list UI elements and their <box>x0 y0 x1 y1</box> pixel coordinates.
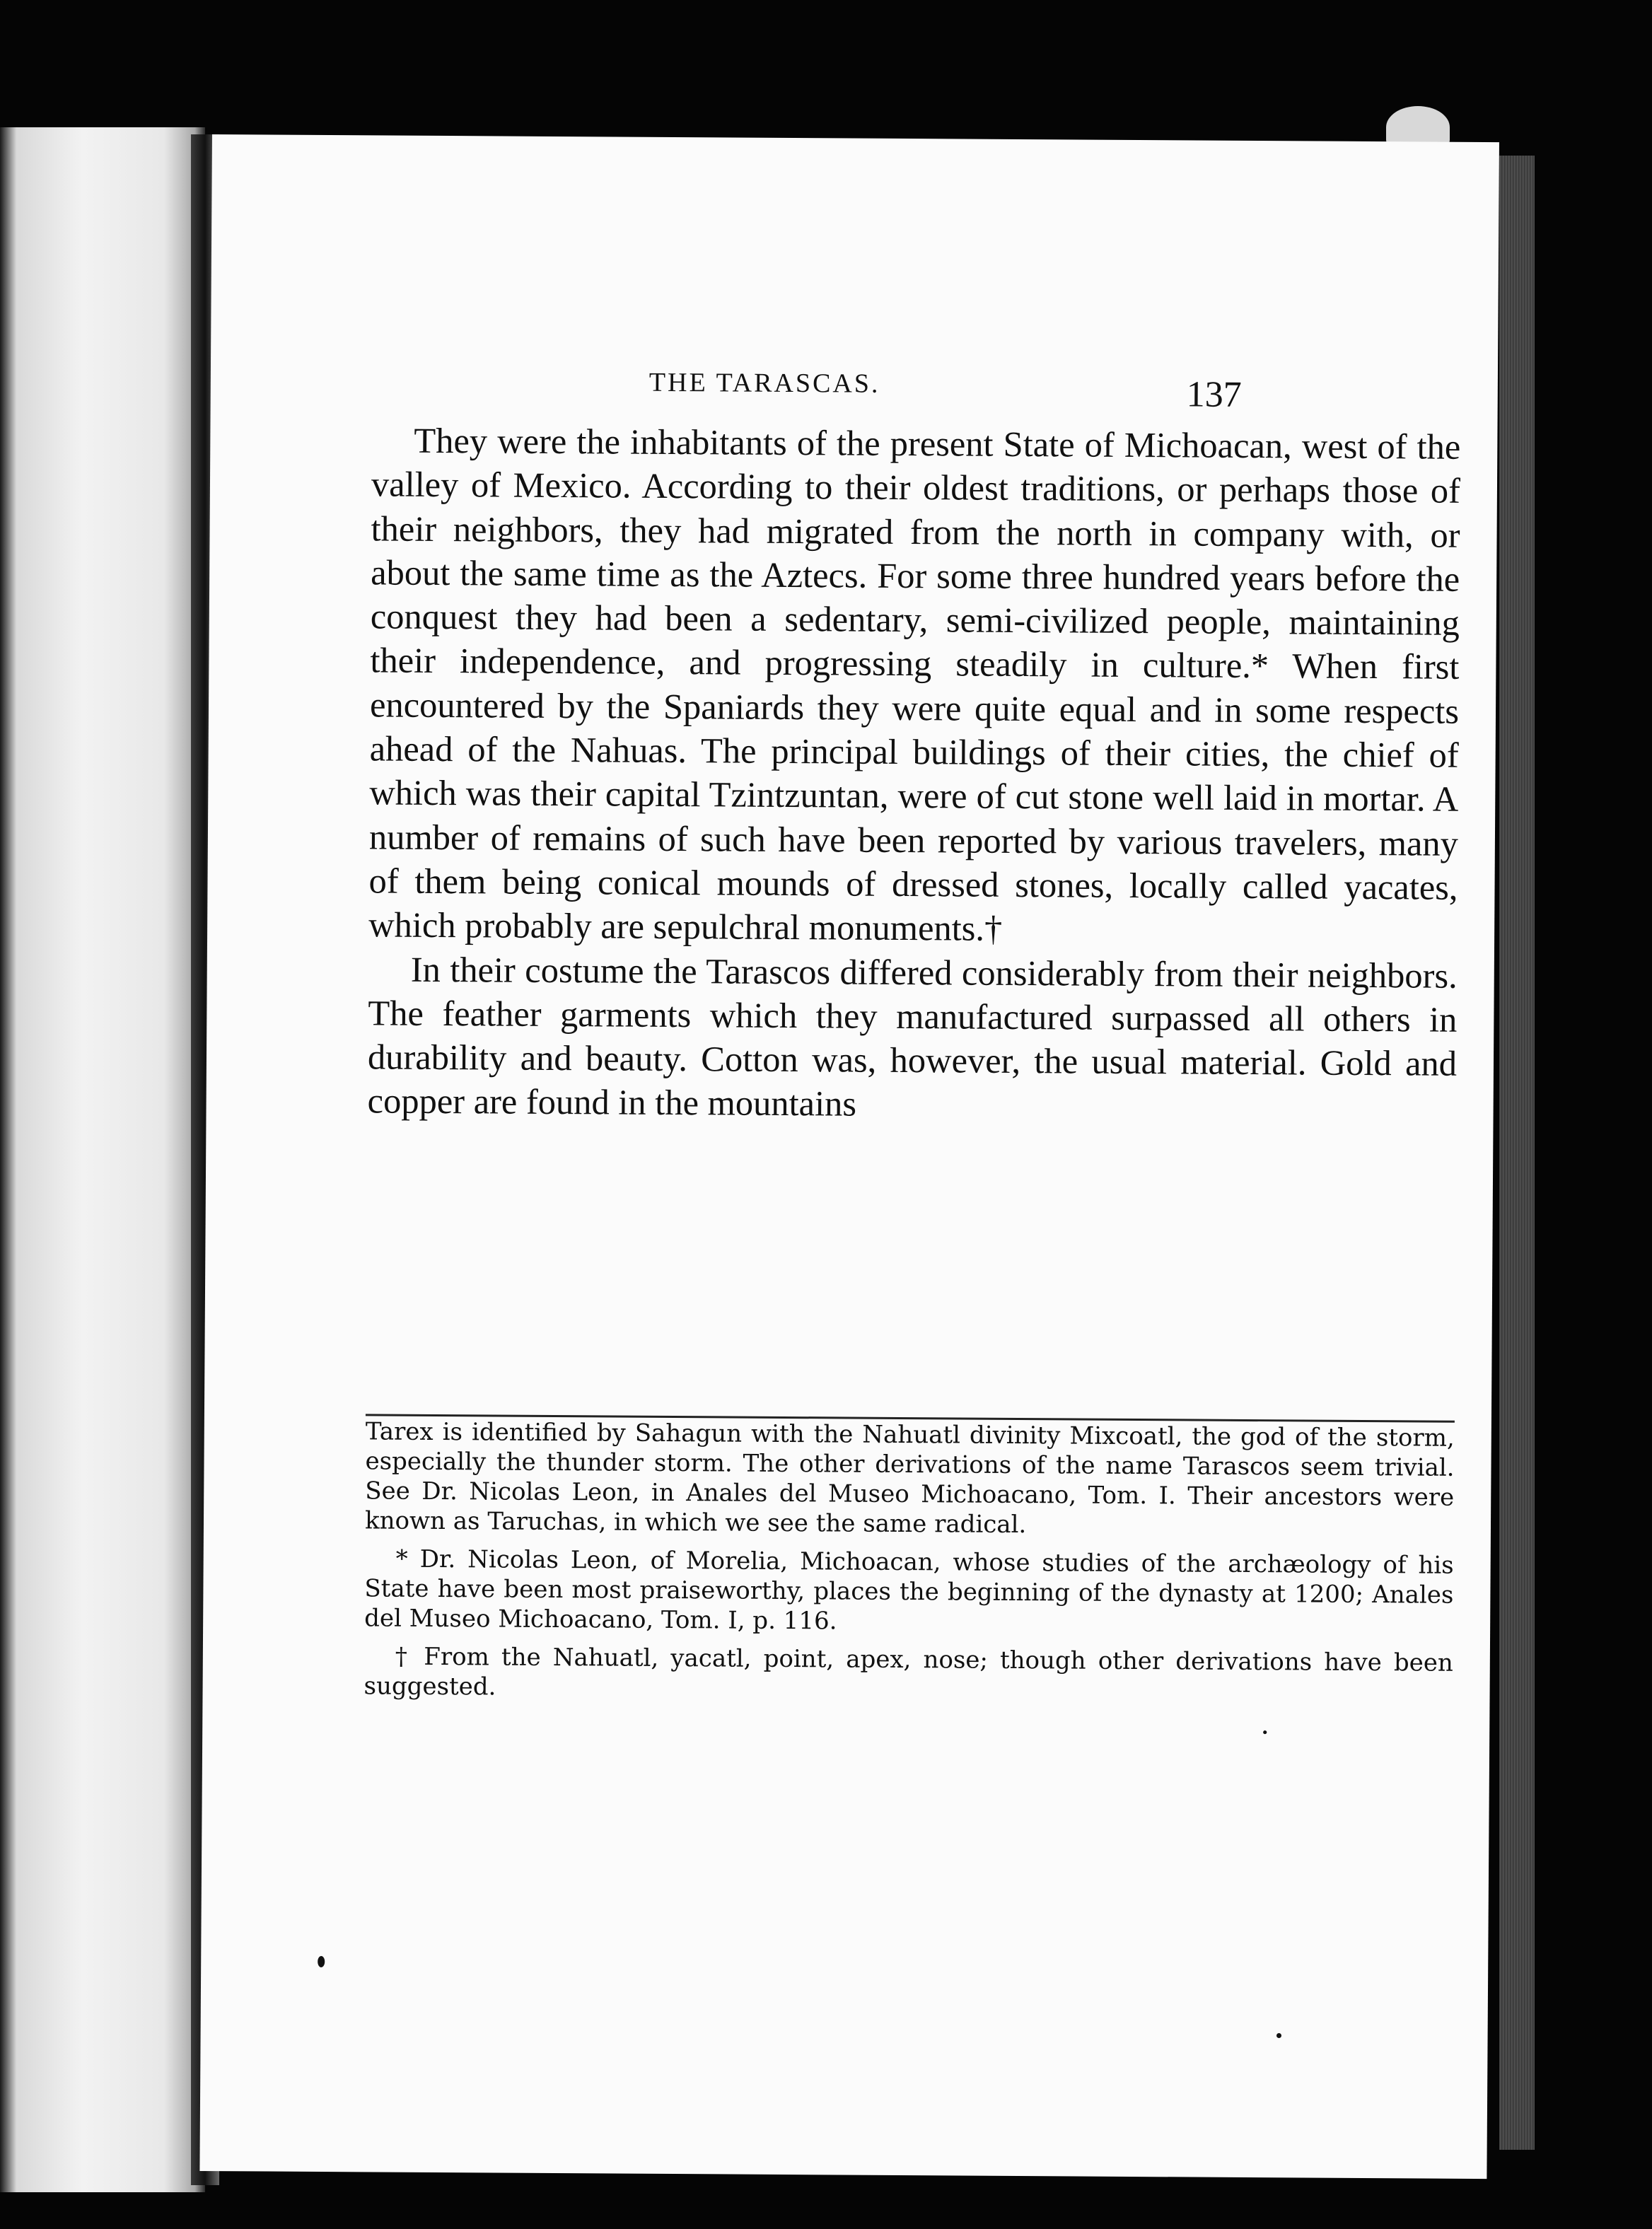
paragraph: They were the inhabitants of the present State of Michoacan, west of the valley of Mexico. According to their oldest traditions, or perhaps those of their neighbors, they had migrated from the north in company with, or about the same time as the Aztecs. For some three hundred years before the conquest they had been a sedentary, semi-civilized people, maintaining their independence, and progressing steadily in culture.* When first encountered by the Spaniards they were quite equal and in some respects ahead of the Nahuas. The principal buildings of their cities, the chief of which was their capital Tzintzuntan, were of cut stone well laid in mortar. A number of remains of such have been reported by various travelers, many of them being conical mounds of dressed stones, locally called yacates, which probably are sepulchral monuments.† <box>368 420 1461 949</box>
footnote: * Dr. Nicolas Leon, of Morelia, Michoacan, whose studies of the archæology of his State have been most praiseworthy, places the beginning of the dynasty at 1200; Anales del Museo Michoacano, Tom. I, p. 116. <box>364 1544 1454 1636</box>
footnote: † From the Nahuatl, yacatl, point, apex, nose; though other derivations have been suggested. <box>363 1642 1453 1701</box>
facing-page-edge <box>0 127 205 2192</box>
ink-speck <box>318 1956 325 1967</box>
book-page <box>199 134 1499 2179</box>
page-number: 137 <box>1186 374 1242 415</box>
running-head: THE TARASCAS. <box>648 367 880 399</box>
body-text <box>367 418 1460 1129</box>
footnote: Tarex is identified by Sahagun with the Nahuatl divinity Mixcoatl, the god of the storm, especially the thunder storm. The other derivations of the name Tarascos seem trivial. See Dr. Nicolas Leon, in Anales del Museo Michoacano, Tom. I. Their ancestors were known as Taruchas, in which we see the same radical. <box>364 1417 1455 1540</box>
ink-speck <box>1276 2033 1281 2038</box>
page-block-edge <box>1499 156 1535 2150</box>
ink-speck <box>1263 1730 1267 1734</box>
paragraph: In their costume the Tarascos differed considerably from their neighbors. The feather garments which they manufactured surpassed all others in durability and beauty. Cotton was, however, the usual material. Gold and copper are found in the mountains <box>367 949 1458 1124</box>
footnotes <box>363 1416 1455 1716</box>
